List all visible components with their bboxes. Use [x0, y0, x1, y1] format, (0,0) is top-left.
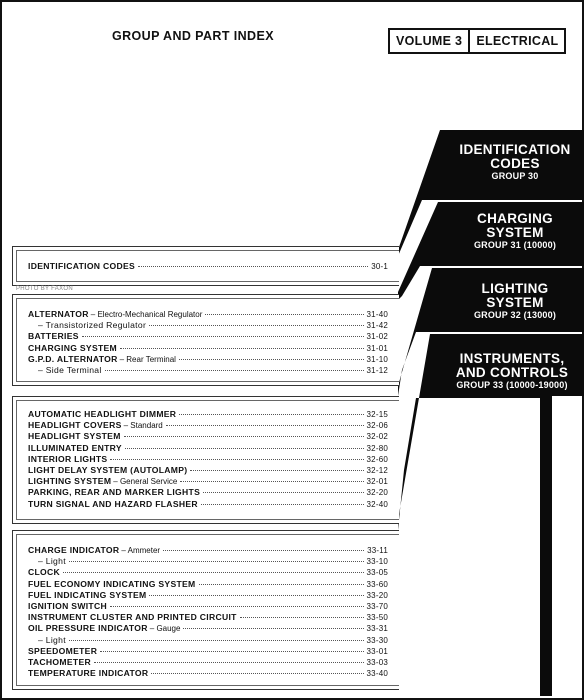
- index-entry[interactable]: [28, 476, 388, 487]
- entry-sublabel: – Gauge: [149, 624, 181, 634]
- index-entry[interactable]: [28, 443, 388, 454]
- entry-sublabel: – Electro-Mechanical Regulator: [90, 310, 203, 319]
- dot-leader: [69, 560, 364, 562]
- entry-page-number: 31-02: [366, 332, 388, 342]
- photo-credit: PHOTO BY FAXON: [16, 286, 73, 292]
- entry-page-number: 31-12: [366, 365, 388, 375]
- dot-leader: [179, 413, 363, 415]
- index-entry[interactable]: [28, 657, 388, 668]
- entry-page-number: 32-15: [366, 410, 388, 419]
- entry-page-number: 33-30: [366, 635, 388, 645]
- entry-list: [28, 545, 388, 679]
- index-entry[interactable]: [28, 431, 388, 442]
- dot-leader: [82, 335, 364, 337]
- entry-page-number: 33-10: [366, 557, 388, 567]
- dot-leader: [124, 435, 364, 437]
- tab-group-4: GROUP 33 (10000-19000): [456, 380, 568, 390]
- dot-leader: [166, 424, 364, 426]
- dot-leader: [100, 650, 363, 652]
- dot-leader: [179, 358, 364, 360]
- dot-leader: [63, 571, 363, 573]
- tab-group-1: GROUP 30: [491, 171, 539, 181]
- group-box-identification: [12, 246, 399, 286]
- entry-label: ILLUMINATED ENTRY: [28, 442, 122, 453]
- tab-identification-codes[interactable]: [446, 143, 584, 182]
- index-entry[interactable]: [28, 343, 388, 354]
- tab-instruments-controls[interactable]: [440, 352, 584, 391]
- dot-leader: [163, 549, 364, 551]
- entry-label: FUEL INDICATING SYSTEM: [28, 589, 147, 600]
- dot-leader: [180, 480, 363, 482]
- dot-leader: [183, 627, 363, 629]
- entry-label: LIGHTING SYSTEM: [28, 476, 112, 487]
- entry-label: G.P.D. ALTERNATOR: [28, 353, 118, 364]
- index-entry[interactable]: [28, 545, 388, 556]
- dot-leader: [201, 503, 364, 505]
- tab-charging-system[interactable]: [446, 212, 584, 251]
- entry-page-number: 32-02: [366, 432, 388, 442]
- dot-leader: [110, 458, 363, 460]
- entry-label: FUEL ECONOMY INDICATING SYSTEM: [28, 578, 196, 589]
- entry-label: OIL PRESSURE INDICATOR: [28, 623, 148, 634]
- index-entry[interactable]: [28, 487, 388, 498]
- dot-leader: [69, 639, 364, 641]
- dot-leader: [149, 594, 363, 596]
- index-entry[interactable]: [28, 601, 388, 612]
- entry-page-number: 33-05: [366, 568, 388, 578]
- entry-label: INSTRUMENT CLUSTER AND PRINTED CIRCUIT: [28, 612, 237, 623]
- index-entry[interactable]: [28, 556, 388, 567]
- entry-sublabel: – Rear Terminal: [119, 354, 176, 364]
- entry-label: HEADLIGHT COVERS: [28, 420, 122, 431]
- dot-leader: [149, 324, 363, 326]
- dot-leader: [190, 469, 363, 471]
- entry-label: BATTERIES: [28, 331, 79, 342]
- entry-label: CHARGE INDICATOR: [28, 545, 120, 555]
- entry-label: AUTOMATIC HEADLIGHT DIMMER: [28, 409, 177, 419]
- entry-page-number: 32-06: [366, 421, 388, 431]
- index-entry[interactable]: [28, 409, 388, 420]
- index-entry[interactable]: [28, 646, 388, 657]
- index-entry[interactable]: [28, 331, 388, 342]
- page-title: GROUP AND PART INDEX: [112, 29, 274, 43]
- group-box-charging: [12, 294, 399, 386]
- entry-label: PARKING, REAR AND MARKER LIGHTS: [28, 487, 201, 498]
- index-entry[interactable]: [28, 354, 388, 365]
- dot-leader: [110, 605, 364, 607]
- entry-label: IGNITION SWITCH: [28, 600, 107, 611]
- index-entry[interactable]: [28, 567, 388, 578]
- tab-title-2: CHARGING SYSTEM: [477, 211, 553, 240]
- tab-title-3: LIGHTING SYSTEM: [481, 281, 549, 310]
- tab-title-1: IDENTIFICATION CODES: [459, 142, 571, 171]
- dot-leader: [125, 447, 364, 449]
- entry-label: – Light: [38, 634, 66, 645]
- dot-leader: [203, 491, 363, 493]
- entry-page-number: 33-20: [366, 590, 388, 600]
- tab-title-4: INSTRUMENTS, AND CONTROLS: [455, 351, 569, 380]
- entry-label: TURN SIGNAL AND HAZARD FLASHER: [28, 498, 198, 509]
- entry-page-number: 33-01: [366, 646, 388, 656]
- dot-leader: [151, 672, 363, 674]
- entry-label: SPEEDOMETER: [28, 645, 98, 656]
- tab-group-2: GROUP 31 (10000): [473, 240, 557, 250]
- entry-page-number: 31-10: [366, 354, 388, 364]
- volume-number: VOLUME 3: [396, 34, 463, 48]
- dot-leader: [105, 369, 364, 371]
- entry-sublabel: – Standard: [123, 421, 163, 431]
- entry-label: – Light: [38, 556, 66, 567]
- entry-page-number: 33-03: [366, 657, 388, 667]
- index-entry[interactable]: [28, 320, 388, 331]
- index-entry[interactable]: [28, 420, 388, 431]
- index-entry[interactable]: [28, 454, 388, 465]
- index-entry[interactable]: [28, 365, 388, 376]
- index-entry[interactable]: [28, 465, 388, 476]
- index-entry[interactable]: [28, 499, 388, 510]
- index-entry[interactable]: [28, 579, 388, 590]
- entry-page-number: 33-60: [366, 579, 388, 589]
- tab-group-3: GROUP 32 (13000): [473, 310, 557, 320]
- entry-page-number: 32-40: [366, 499, 388, 509]
- entry-sublabel: – Ammeter: [121, 546, 161, 555]
- group-box-instruments: [12, 530, 399, 690]
- index-entry[interactable]: [28, 668, 388, 679]
- entry-page-number: 32-20: [366, 488, 388, 498]
- index-entry[interactable]: [28, 590, 388, 601]
- entry-page-number: 33-31: [366, 624, 388, 634]
- entry-page-number: 32-01: [366, 477, 388, 487]
- entry-page-number: 31-40: [366, 310, 388, 319]
- index-entry[interactable]: [28, 612, 388, 623]
- entry-page-number: 32-12: [366, 465, 388, 475]
- entry-label: ALTERNATOR: [28, 309, 89, 319]
- tab-lighting-system[interactable]: [446, 282, 584, 321]
- volume-section: ELECTRICAL: [476, 34, 559, 48]
- entry-label: CLOCK: [28, 567, 61, 578]
- entry-label: TACHOMETER: [28, 656, 91, 667]
- index-entry[interactable]: [28, 623, 388, 634]
- dot-leader: [240, 616, 364, 618]
- entry-list: [28, 409, 388, 510]
- entry-page-number: 33-40: [366, 669, 388, 679]
- entry-page-number: 33-50: [366, 613, 388, 623]
- group-box-lighting: [12, 396, 399, 524]
- dot-leader: [94, 661, 364, 663]
- index-entry[interactable]: [28, 261, 388, 272]
- entry-label: – Side Terminal: [38, 364, 102, 375]
- entry-label: TEMPERATURE INDICATOR: [28, 668, 149, 679]
- entry-sublabel: – General Service: [113, 477, 178, 487]
- dot-leader: [120, 347, 364, 349]
- entry-label: IDENTIFICATION CODES: [28, 261, 136, 271]
- entry-page-number: 33-11: [367, 546, 388, 555]
- entry-label: CHARGING SYSTEM: [28, 342, 118, 353]
- entry-label: INTERIOR LIGHTS: [28, 453, 108, 464]
- dot-leader: [199, 583, 364, 585]
- entry-list: [28, 261, 388, 272]
- entry-page-number: 31-01: [366, 343, 388, 353]
- entry-list: [28, 309, 388, 376]
- entry-page-number: 32-80: [366, 443, 388, 453]
- index-entry[interactable]: [28, 635, 388, 646]
- entry-label: LIGHT DELAY SYSTEM (AUTOLAMP): [28, 464, 188, 475]
- index-entry[interactable]: [28, 309, 388, 320]
- entry-page-number: 31-42: [366, 321, 388, 331]
- entry-label: – Transistorized Regulator: [38, 320, 147, 331]
- entry-label: HEADLIGHT SYSTEM: [28, 431, 121, 442]
- entry-page-number: 32-60: [366, 454, 388, 464]
- entry-page-number: 30-1: [371, 262, 388, 271]
- dot-leader: [205, 313, 363, 315]
- dot-leader: [138, 265, 368, 267]
- entry-page-number: 33-70: [366, 601, 388, 611]
